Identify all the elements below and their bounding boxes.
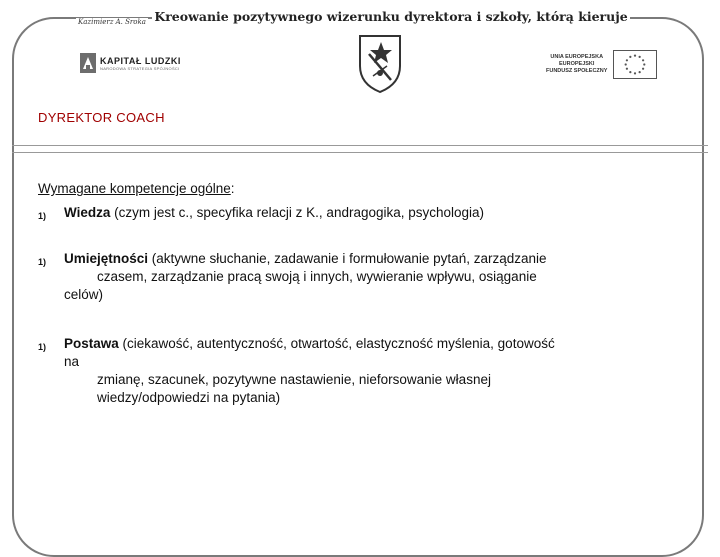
competency-item-skills [38,250,658,304]
eu-line3: FUNDUSZ SPOŁECZNY [546,68,608,74]
kapital-ludzki-subtitle: NARODOWA STRATEGIA SPÓJNOŚCI [100,65,180,71]
eu-line1: UNIA EUROPEJSKA [550,54,604,60]
presentation-title: Kreowanie pozytywnego wizerunku dyrektora i szkoły, którą kieruje [154,9,628,24]
item-number: 1) [38,342,47,352]
intro-suffix: : [230,181,235,196]
item-description-line: celów) [64,287,104,302]
item-description: (czym jest c., specyfika relacji z K., andragogika, psychologia) [110,205,485,220]
header [76,9,630,32]
item-description-line: na [64,354,80,369]
kapital-ludzki-mark-icon [80,53,96,73]
eu-line2: EUROPEJSKI [558,61,595,67]
item-description-line: wiedzy/odpowiedzi na pytania) [97,390,281,405]
item-number: 1) [38,257,47,267]
item-term: Wiedza [64,205,111,220]
section-title: DYREKTOR COACH [38,110,165,125]
item-term: Umiejętności [64,251,149,266]
author-name: Kazimierz A. Sroka [78,18,146,26]
competency-item-knowledge [38,204,658,222]
item-number: 1) [38,211,47,221]
intro-line [38,181,235,196]
eu-flag-icon [613,50,657,79]
item-description-line: zmianę, szacunek, pozytywne nastawienie, nieforsowanie własnej [97,372,491,387]
competency-item-attitude [38,335,658,407]
item-description-line: czasem, zarządzanie pracą swoją i innych, wywieranie wpływu, osiąganie [97,269,537,284]
item-description: (aktywne słuchanie, zadawanie i formułowanie pytań, zarządzanie [148,251,547,266]
kapital-ludzki-logo [80,51,181,75]
divider-bottom [12,152,708,153]
intro-text: Wymagane kompetencje ogólne [38,181,231,196]
school-emblem-icon [357,34,403,94]
eu-logo [546,50,657,79]
kapital-ludzki-name: KAPITAŁ LUDZKI [100,55,181,66]
divider-top [12,145,708,146]
item-description: (ciekawość, autentyczność, otwartość, elastyczność myślenia, gotowość [118,336,555,351]
item-term: Postawa [64,336,119,351]
